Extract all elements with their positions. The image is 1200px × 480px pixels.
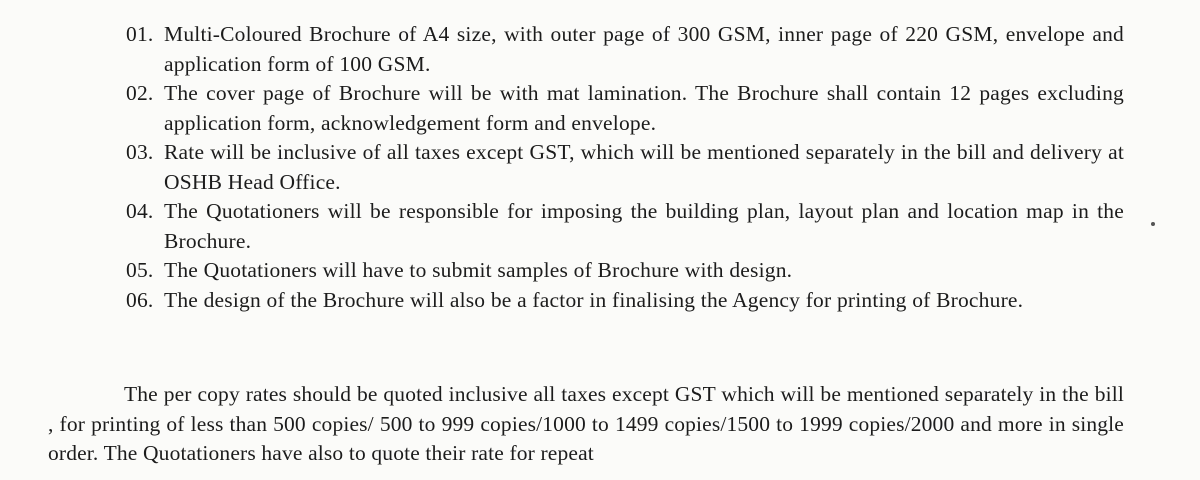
terms-list [126, 20, 1124, 315]
scan-speck [1151, 222, 1155, 226]
item-text: The cover page of Brochure will be with mat lamination. The Brochure shall contain 12 pages excluding application form, acknowledgement form and envelope. [164, 81, 1124, 135]
item-text: Rate will be inclusive of all taxes except GST, which will be mentioned separately in the bill and delivery at OSHB Head Office. [164, 140, 1124, 194]
list-item [126, 138, 1124, 197]
list-item [126, 286, 1124, 316]
item-text: The design of the Brochure will also be a factor in finalising the Agency for printing of Brochure. [164, 287, 1024, 312]
list-item [126, 79, 1124, 138]
item-number: 03. [126, 140, 154, 164]
list-item [126, 197, 1124, 256]
list-item [126, 256, 1124, 286]
list-item [126, 20, 1124, 79]
item-number: 06. [126, 287, 154, 312]
item-number: 05. [126, 258, 154, 282]
item-text: The Quotationers will have to submit samples of Brochure with design. [164, 258, 793, 282]
item-number: 04. [126, 199, 154, 223]
item-number: 01. [126, 22, 154, 46]
item-text: The Quotationers will be responsible for imposing the building plan, layout plan and location map in the Brochure. [164, 199, 1124, 253]
item-number: 02. [126, 81, 154, 105]
item-text: Multi-Coloured Brochure of A4 size, with outer page of 300 GSM, inner page of 220 GSM, envelope and application form of 100 GSM. [164, 22, 1124, 76]
rates-paragraph: The per copy rates should be quoted inclusive all taxes except GST which will be mentioned separately in the bill , for printing of less than 500 copies/ 500 to 999 copies/1000 to 1499 copies/1500 to 1999 copies/2000 and more in single order. The Quotationers have also to quote their rate for repeat [48, 382, 1124, 465]
